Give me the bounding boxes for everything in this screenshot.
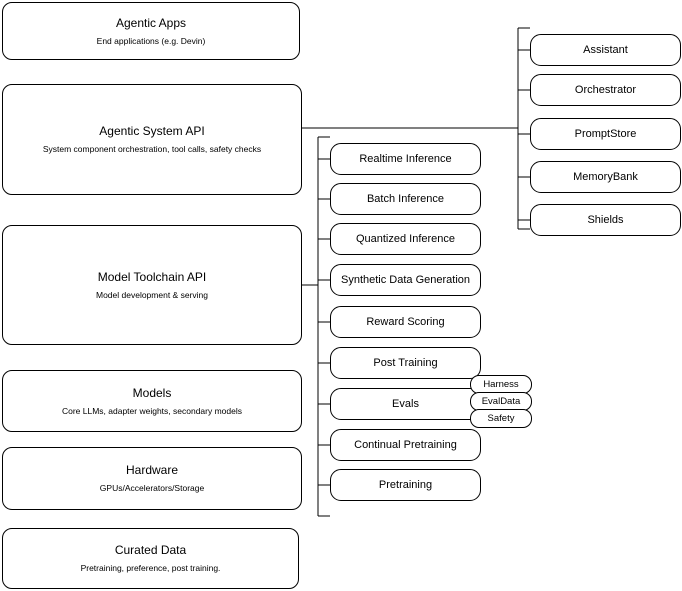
agentic-component-label: Shields: [587, 213, 624, 226]
toolchain-component-label: Evals: [392, 397, 419, 410]
toolchain-component-quantized-inference[interactable]: [330, 223, 481, 255]
toolchain-component-label: Batch Inference: [366, 192, 445, 205]
toolchain-component-label: Reward Scoring: [366, 315, 445, 328]
stack-layer-subtitle: GPUs/Accelerators/Storage: [99, 483, 205, 493]
eval-subcomponent-label: EvalData: [481, 396, 521, 407]
toolchain-component-label: Quantized Inference: [355, 232, 456, 245]
toolchain-component-synthetic-data-generation[interactable]: [330, 264, 481, 296]
toolchain-component-evals[interactable]: [330, 388, 481, 420]
eval-subcomponent-label: Safety: [487, 413, 515, 424]
stack-layer-agentic-system-api[interactable]: [2, 84, 302, 195]
stack-layer-title: Agentic Apps: [115, 15, 187, 30]
toolchain-component-continual-pretraining[interactable]: [330, 429, 481, 461]
stack-layer-curated-data[interactable]: [2, 528, 299, 589]
toolchain-component-post-training[interactable]: [330, 347, 481, 379]
toolchain-component-label: Realtime Inference: [359, 152, 452, 165]
stack-layer-subtitle: End applications (e.g. Devin): [96, 35, 206, 46]
eval-subcomponent-safety[interactable]: [470, 409, 532, 428]
toolchain-component-label: Synthetic Data Generation: [340, 273, 471, 286]
agentic-component-label: Assistant: [583, 43, 628, 56]
agentic-component-label: PromptStore: [574, 127, 637, 140]
toolchain-component-realtime-inference[interactable]: [330, 143, 481, 175]
stack-layer-agentic-apps[interactable]: [2, 2, 300, 60]
toolchain-component-label: Continual Pretraining: [354, 438, 457, 451]
agentic-component-orchestrator[interactable]: [530, 74, 681, 106]
agentic-component-shields[interactable]: [530, 204, 681, 236]
stack-layer-title: Model Toolchain API: [97, 269, 207, 284]
stack-layer-title: Agentic System API: [99, 124, 205, 138]
stack-layer-hardware[interactable]: [2, 447, 302, 510]
stack-layer-subtitle: Core LLMs, adapter weights, secondary models: [61, 405, 242, 416]
stack-layer-subtitle: Model development & serving: [96, 289, 208, 300]
agentic-component-memorybank[interactable]: [530, 161, 681, 193]
stack-layer-subtitle: System component orchestration, tool calls, safety checks: [42, 144, 262, 154]
agentic-component-label: MemoryBank: [573, 170, 638, 183]
toolchain-component-pretraining[interactable]: [330, 469, 481, 501]
toolchain-component-label: Pretraining: [378, 478, 433, 491]
toolchain-component-reward-scoring[interactable]: [330, 306, 481, 338]
agentic-component-assistant[interactable]: [530, 34, 681, 66]
stack-layer-models[interactable]: [2, 370, 302, 432]
stack-layer-title: Curated Data: [114, 543, 187, 557]
stack-layer-model-toolchain-api[interactable]: [2, 225, 302, 345]
eval-subcomponent-label: Harness: [483, 379, 519, 390]
stack-layer-subtitle: Pretraining, preference, post training.: [80, 563, 221, 573]
toolchain-component-batch-inference[interactable]: [330, 183, 481, 215]
agentic-component-label: Orchestrator: [574, 83, 637, 96]
agentic-component-promptstore[interactable]: [530, 118, 681, 150]
stack-layer-title: Models: [132, 385, 172, 400]
stack-layer-title: Hardware: [125, 463, 179, 477]
toolchain-component-label: Post Training: [373, 356, 438, 369]
